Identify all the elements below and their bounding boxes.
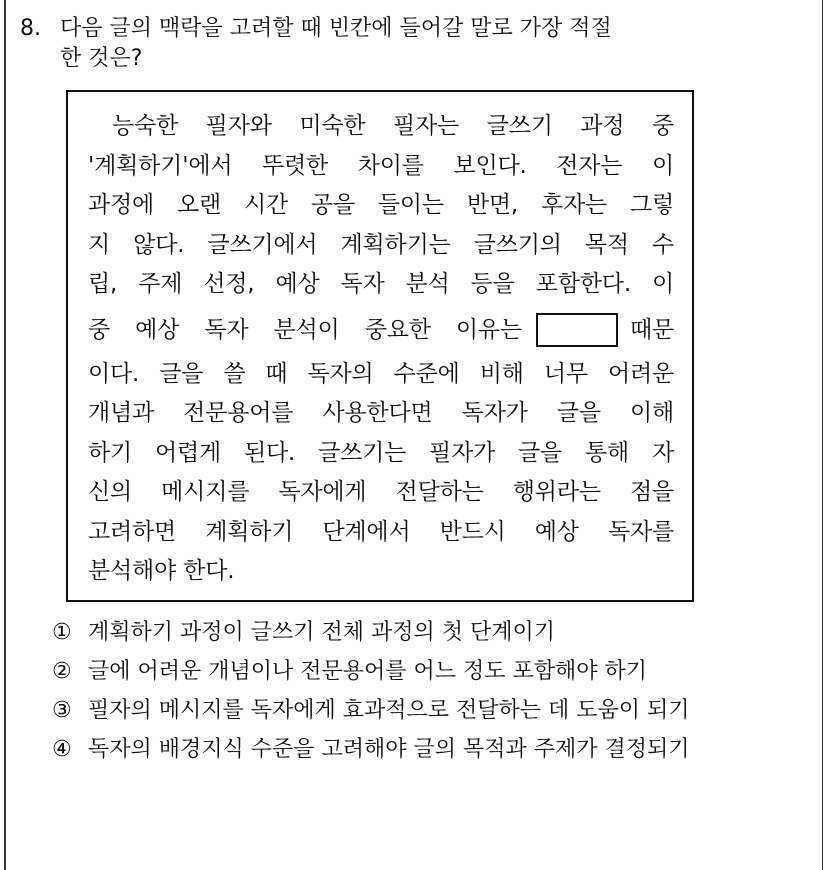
- option-text: 독자의 배경지식 수준을 고려해야 글의 목적과 주제가 결정되기: [88, 737, 690, 762]
- option-mark: ①: [52, 620, 72, 645]
- left-margin-rule: [4, 0, 6, 870]
- option-text: 필자의 메시지를 독자에게 효과적으로 전달하는 데 도움이 되기: [88, 698, 690, 723]
- passage-line: 이다. 글을 쓸 때 독자의 수준에 비해 너무 어려운: [88, 360, 674, 387]
- option-mark: ④: [52, 737, 72, 762]
- option-3[interactable]: [52, 696, 772, 726]
- passage-line: 과정에 오랜 시간 공을 들이는 반면, 후자는 그렇: [88, 192, 674, 218]
- option-4[interactable]: [52, 735, 772, 765]
- blank-line-before: 중 예상 독자 분석이 중요한 이유는: [88, 316, 522, 343]
- passage-blank-line: [88, 305, 674, 355]
- passage-line: 분석해야 한다.: [88, 558, 235, 584]
- option-2[interactable]: [52, 657, 772, 687]
- passage-line: 능숙한 필자와 미숙한 필자는 글쓰기 과정 중: [112, 113, 674, 139]
- question-line-1: [20, 14, 760, 44]
- passage-line: 고려하면 계획하기 단계에서 반드시 예상 독자를: [88, 518, 674, 545]
- option-mark: ③: [52, 698, 72, 723]
- option-1[interactable]: [52, 618, 772, 648]
- question-text-2: 한 것은?: [60, 46, 143, 71]
- passage-line: 개념과 전문용어를 사용한다면 독자가 글을 이해: [88, 400, 674, 426]
- passage-line: 립, 주제 선정, 예상 독자 분석 등을 포함한다. 이: [88, 271, 674, 297]
- option-text: 계획하기 과정이 글쓰기 전체 과정의 첫 단계이기: [88, 620, 556, 645]
- answer-options: [52, 618, 772, 774]
- option-text: 글에 어려운 개념이나 전문용어를 어느 정도 포함해야 하기: [88, 659, 648, 684]
- question-number: 8.: [20, 16, 41, 41]
- passage-box: [66, 90, 694, 602]
- passage-line: 신의 메시지를 독자에게 전달하는 행위라는 점을: [88, 479, 674, 505]
- right-margin-rule: [822, 0, 823, 870]
- option-mark: ②: [52, 659, 72, 684]
- question-text-1: 다음 글의 맥락을 고려할 때 빈칸에 들어갈 말로 가장 적절: [60, 16, 612, 41]
- passage-line: 하기 어렵게 된다. 글쓰기는 필자가 글을 통해 자: [88, 439, 674, 466]
- passage-line: 지 않다. 글쓰기에서 계획하기는 글쓰기의 목적 수: [88, 231, 674, 258]
- blank-line-after: 때문: [629, 316, 674, 343]
- answer-blank: [536, 313, 618, 347]
- passage-line: '계획하기'에서 뚜렷한 차이를 보인다. 전자는 이: [88, 152, 674, 179]
- question-stem: [20, 14, 760, 74]
